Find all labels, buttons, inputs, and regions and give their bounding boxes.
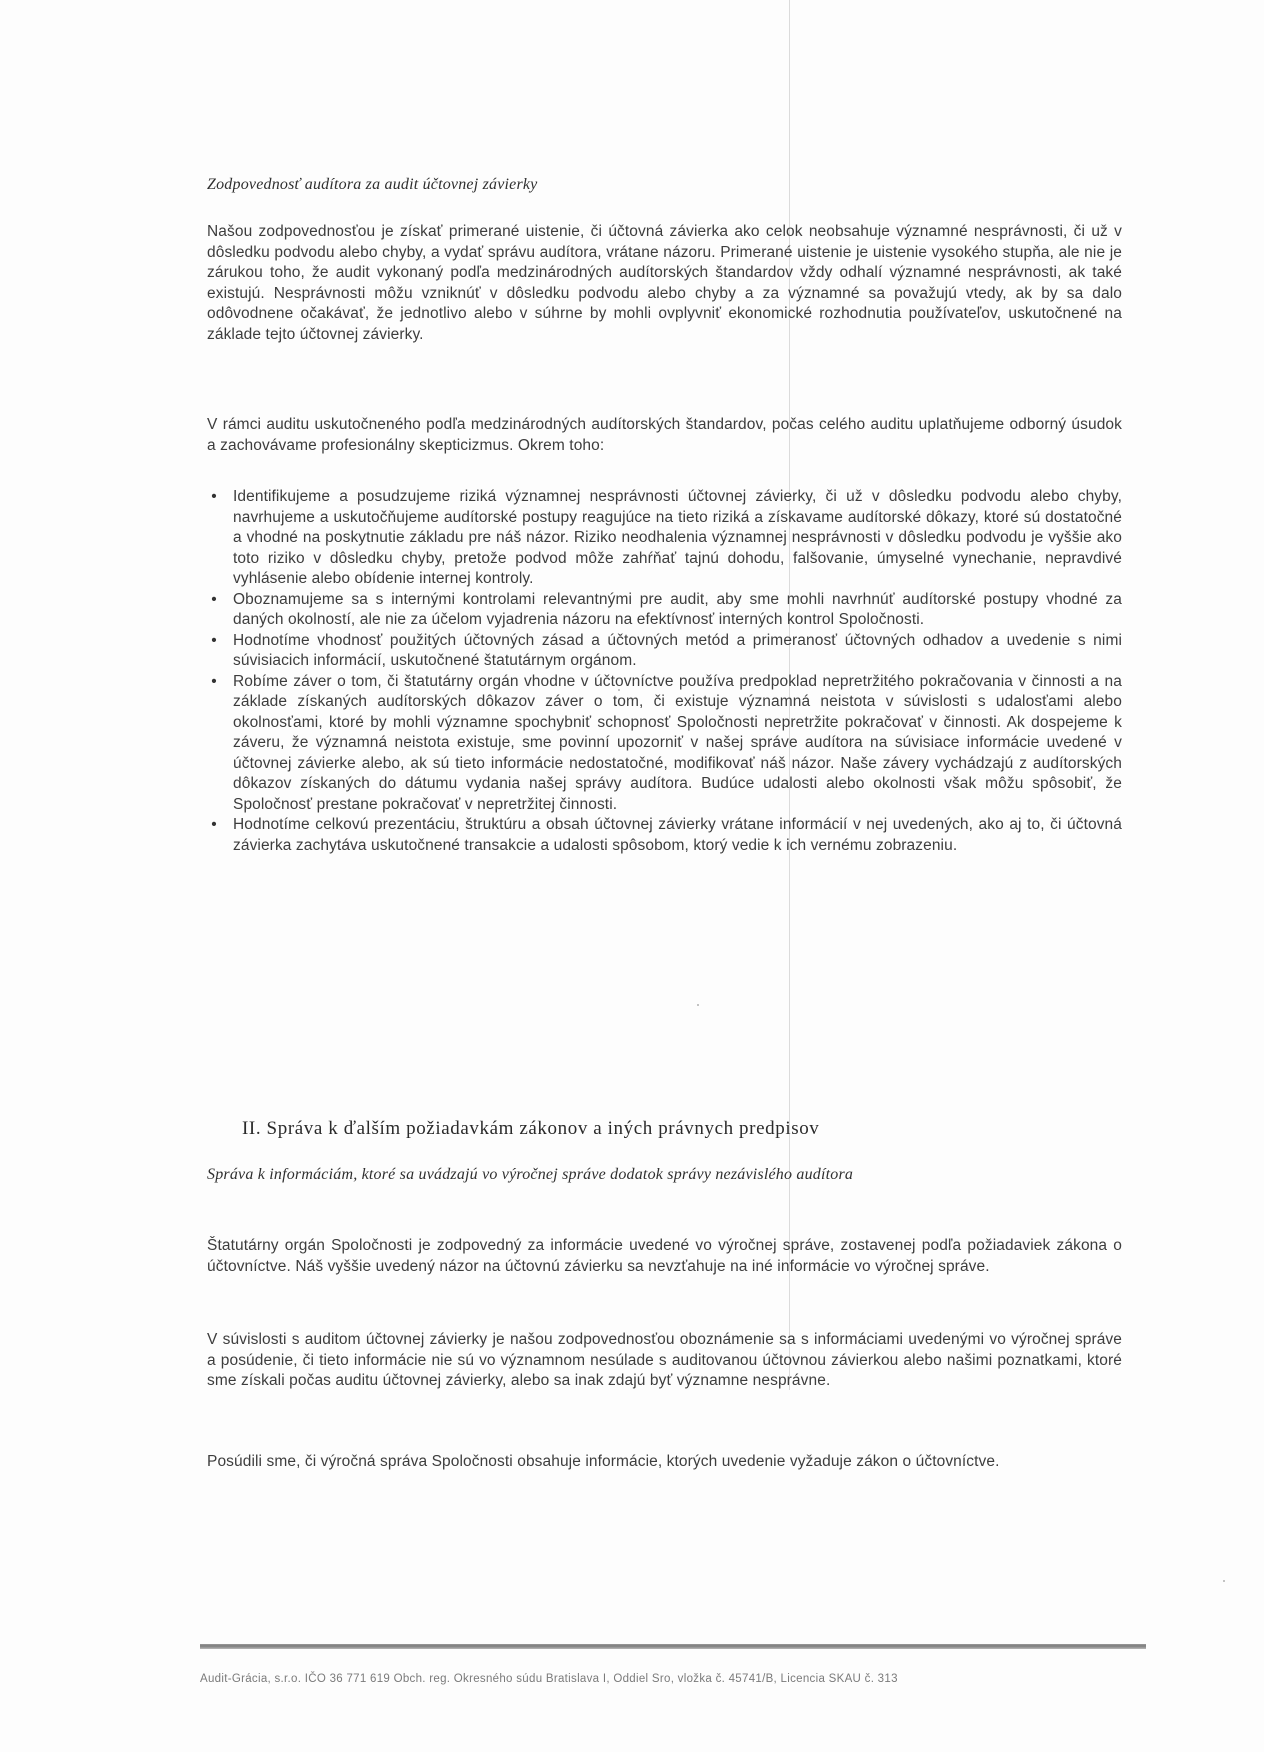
paragraph: Posúdili sme, či výročná správa Spoločnosti obsahuje informácie, ktorých uvedenie vyžaduje zákon o účtovníctve.	[207, 1453, 1000, 1470]
auditor-responsibility-section	[207, 176, 1122, 194]
subsection-heading: Správa k informáciám, ktoré sa uvádzajú vo výročnej správe dodatok správy nezávislého audítora	[207, 1166, 854, 1183]
bullet-icon: •	[211, 488, 217, 505]
scan-speck	[1223, 1580, 1225, 1582]
list-item-text: Hodnotíme vhodnosť použitých účtovných zásad a účtovných metód a primeranosť účtovných odhadov a uvedenie s nimi súvisiacich informácií, uskutočnené štatutárnym orgánom.	[233, 631, 1122, 669]
bullet-list-block	[207, 487, 1122, 856]
paragraph-block	[207, 222, 1122, 345]
list-item-text: Hodnotíme celkovú prezentáciu, štruktúru a obsah účtovnej závierky vrátane informácií v nej uvedených, ako aj to, či účtovná závierka zachytáva uskutočnené transakcie a udalosti spôsobom, ktorý vedie k ich vernému zobrazeniu.	[233, 816, 1122, 854]
footer-company-info: Audit-Grácia, s.r.o. IČO 36 771 619 Obch. reg. Okresného súdu Bratislava I, Oddiel Sro, vložka č. 45741/B, Licencia SKAU č. 313	[200, 1673, 898, 1685]
bullet-icon: •	[211, 672, 217, 690]
list-item	[207, 487, 1122, 590]
bullet-icon: •	[211, 631, 217, 649]
list-item	[207, 672, 1122, 816]
paragraph-block	[207, 1330, 1122, 1392]
list-item	[207, 631, 1122, 672]
paragraph-block	[207, 415, 1122, 456]
scan-speck	[697, 1004, 699, 1006]
paragraph: Štatutárny orgán Spoločnosti je zodpovedný za informácie uvedené vo výročnej správe, zostavenej podľa požiadaviek zákona o účtovníctve. Náš vyššie uvedený názor na účtovnú závierku sa nevzťahuje na iné informácie vo výročnej správe.	[207, 1237, 1122, 1275]
paragraph: V rámci auditu uskutočneného podľa medzinárodných audítorských štandardov, počas celého auditu uplatňujeme odborný úsudok a zachovávame profesionálny skepticizmus. Okrem toho:	[207, 416, 1122, 454]
scan-speck	[618, 689, 620, 691]
list-item-text: Robíme záver o tom, či štatutárny orgán vhodne v účtovníctve používa predpoklad nepretržitého pokračovania v činnosti a na základe získaných audítorských dôkazov záver o tom, či existuje významná neistota v súvislosti s udalosťami alebo okolnosťami, ktoré by mohli významne spochybniť schopnosť Spoločnosti nepretržite pokračovať v činnosti. Ak dospejeme k záveru, že významná neistota existuje, sme povinní upozorniť v našej správe audítora na súvisiace informácie uvedené v účtovnej závierke alebo, ak sú tieto informácie nedostatočné, modifikovať náš názor. Naše závery vychádzajú z audítorských dôkazov získaných do dátumu vydania našej správy audítora. Budúce udalosti alebo okolnosti však môžu spôsobiť, že Spoločnosť prestane pokračovať v nepretržitej činnosti.	[233, 672, 1122, 813]
paragraph: Našou zodpovednosťou je získať primerané uistenie, či účtovná závierka ako celok neobsahuje významné nesprávnosti, či už v dôsledku podvodu alebo chyby, a vydať správu audítora, vrátane názoru. Primerané uistenie je uistenie vysokého stupňa, ale nie je zárukou toho, že audit vykonaný podľa medzinárodných audítorských štandardov vždy odhalí významné nesprávnosti, ak také existujú. Nesprávnosti môžu vzniknúť v dôsledku podvodu alebo chyby a za významné sa považujú vtedy, ak by sa dalo odôvodnene očakávať, že jednotlivo alebo v súhrne by mohli ovplyvniť ekonomické rozhodnutia používateľov, uskutočnené na základe tejto účtovnej závierky.	[207, 223, 1122, 343]
bullet-icon: •	[211, 816, 217, 833]
bullet-icon: •	[211, 590, 217, 608]
section-title: II. Správa k ďalším požiadavkám zákonov a iných právnych predpisov	[242, 1118, 820, 1139]
bullet-list	[207, 487, 1122, 856]
paragraph-block	[207, 1236, 1122, 1277]
list-item-text: Identifikujeme a posudzujeme riziká významnej nesprávnosti účtovnej závierky, či už v dôsledku podvodu alebo chyby, navrhujeme a uskutočňujeme audítorské postupy reagujúce na tieto riziká a získavame audítorské dôkazy, ktoré sú dostatočné a vhodné na poskytnutie základu pre náš názor. Riziko neodhalenia významnej nesprávnosti v dôsledku podvodu je vyššie ako toto riziko v dôsledku chyby, pretože podvod môže zahŕňať tajnú dohodu, falšovanie, úmyselné vynechanie, nepravdivé vyhlásenie alebo obídenie internej kontroly.	[233, 488, 1122, 587]
list-item-text: Oboznamujeme sa s internými kontrolami relevantnými pre audit, aby sme mohli navrhnúť audítorské postupy vhodné za daných okolností, ale nie za účelom vyjadrenia názoru na efektívnosť interných kontrol Spoločnosti.	[233, 590, 1122, 628]
section-heading: Zodpovednosť audítora za audit účtovnej závierky	[207, 176, 538, 193]
paragraph-block	[207, 1452, 1122, 1473]
section-ii-title-block	[242, 1118, 1157, 1140]
paragraph: V súvislosti s auditom účtovnej závierky je našou zodpovednosťou oboznámenie sa s informáciami uvedenými vo výročnej správe a posúdenie, či tieto informácie nie sú vo významnom nesúlade s auditovanou účtovnou závierkou alebo našimi poznatkami, ktoré sme získali počas auditu účtovnej závierky, alebo sa inak zdajú byť významne nesprávne.	[207, 1331, 1122, 1389]
list-item	[207, 815, 1122, 856]
list-item	[207, 590, 1122, 631]
subsection-heading-block	[207, 1166, 1122, 1184]
footer-divider	[200, 1644, 1146, 1649]
